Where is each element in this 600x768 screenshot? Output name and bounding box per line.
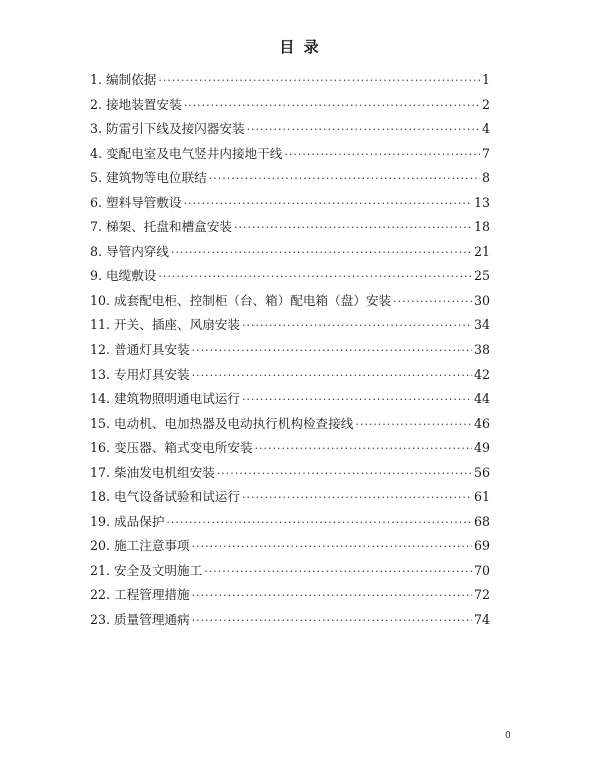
toc-entry-label: 14. 建筑物照明通电试运行 (90, 391, 240, 407)
toc-entry-page: 2 (481, 96, 490, 112)
toc-leader-dots (242, 314, 472, 339)
toc-list (90, 68, 490, 633)
toc-entry-page: 72 (473, 587, 490, 603)
toc-leader-dots (217, 462, 472, 487)
toc-entry-page: 25 (473, 268, 490, 284)
toc-leader-dots (355, 413, 472, 438)
toc-entry-page: 69 (473, 538, 490, 554)
toc-leader-dots (192, 584, 472, 609)
toc-entry-page: 49 (473, 440, 490, 456)
toc-leader-dots (242, 486, 472, 511)
toc-entry-label: 21. 安全及文明施工 (90, 562, 203, 578)
toc-entry-label: 4. 变配电室及电气竖井内接地干线 (90, 145, 283, 161)
toc-entry (90, 461, 490, 486)
toc-entry (90, 117, 490, 142)
toc-entry-label: 13. 专用灯具安装 (90, 366, 190, 382)
toc-entry-page: 38 (473, 342, 490, 358)
toc-entry (90, 93, 490, 118)
toc-entry-label: 6. 塑料导管敷设 (90, 194, 182, 210)
toc-entry-label: 19. 成品保护 (90, 513, 165, 529)
page-number: 0 (505, 731, 511, 741)
toc-entry-page: 44 (473, 391, 490, 407)
toc-leader-dots (209, 167, 480, 192)
toc-leader-dots (192, 535, 472, 560)
toc-entry-page: 7 (481, 145, 490, 161)
toc-entry (90, 338, 490, 363)
toc-entry (90, 363, 490, 388)
toc-entry-label: 2. 接地装置安装 (90, 96, 182, 112)
toc-entry (90, 485, 490, 510)
toc-entry-page: 21 (473, 243, 490, 259)
toc-entry-page: 42 (473, 366, 490, 382)
toc-leader-dots (166, 511, 472, 536)
toc-entry (90, 68, 490, 93)
toc-entry-label: 7. 梯架、托盘和槽盒安装 (90, 219, 232, 235)
toc-entry-label: 22. 工程管理措施 (90, 587, 190, 603)
toc-entry (90, 289, 490, 314)
toc-leader-dots (192, 339, 472, 364)
toc-entry-label: 11. 开关、插座、风扇安装 (90, 317, 240, 333)
toc-entry-label: 17. 柴油发电机组安装 (90, 464, 215, 480)
toc-leader-dots (192, 609, 472, 634)
toc-leader-dots (171, 241, 472, 266)
toc-leader-dots (234, 216, 472, 241)
toc-entry-page: 1 (481, 72, 490, 87)
toc-leader-dots (204, 560, 472, 585)
toc-entry (90, 166, 490, 191)
toc-entry (90, 191, 490, 216)
toc-entry (90, 559, 490, 584)
toc-leader-dots (184, 94, 480, 119)
toc-entry-page: 18 (473, 219, 490, 235)
toc-entry-page: 74 (473, 612, 490, 628)
toc-entry-page: 13 (473, 194, 490, 210)
toc-entry-page: 70 (473, 562, 490, 578)
toc-leader-dots (393, 290, 472, 315)
toc-entry (90, 510, 490, 535)
toc-leader-dots (158, 265, 472, 290)
toc-entry-page: 4 (481, 121, 490, 137)
toc-entry (90, 264, 490, 289)
toc-entry-page: 61 (473, 489, 490, 505)
toc-leader-dots (158, 69, 480, 94)
toc-entry-label: 12. 普通灯具安装 (90, 342, 190, 358)
toc-entry (90, 142, 490, 167)
toc-entry (90, 313, 490, 338)
toc-leader-dots (255, 437, 472, 462)
toc-entry-label: 9. 电缆敷设 (90, 268, 157, 284)
toc-leader-dots (284, 143, 480, 168)
toc-entry (90, 583, 490, 608)
toc-entry (90, 534, 490, 559)
toc-entry (90, 608, 490, 633)
toc-leader-dots (242, 388, 472, 413)
toc-entry-page: 46 (473, 415, 490, 431)
toc-entry (90, 387, 490, 412)
toc-entry-label: 23. 质量管理通病 (90, 612, 190, 628)
toc-title: 目 录 (279, 38, 321, 56)
toc-leader-dots (184, 192, 472, 217)
toc-leader-dots (192, 364, 472, 389)
toc-entry-label: 18. 电气设备试验和试运行 (90, 489, 240, 505)
toc-entry (90, 412, 490, 437)
toc-entry-label: 8. 导管内穿线 (90, 243, 169, 259)
toc-entry-page: 8 (481, 170, 490, 186)
toc-entry-page: 68 (473, 513, 490, 529)
toc-leader-dots (247, 118, 480, 143)
toc-entry-page: 34 (473, 317, 490, 333)
toc-entry (90, 436, 490, 461)
toc-entry (90, 215, 490, 240)
toc-entry-label: 5. 建筑物等电位联结 (90, 170, 207, 186)
toc-entry (90, 240, 490, 265)
toc-entry-page: 56 (473, 464, 490, 480)
toc-entry-label: 16. 变压器、箱式变电所安装 (90, 440, 253, 456)
toc-entry-label: 10. 成套配电柜、控制柜（台、箱）配电箱（盘）安装 (90, 292, 392, 308)
toc-entry-label: 20. 施工注意事项 (90, 538, 190, 554)
toc-entry-label: 15. 电动机、电加热器及电动执行机构检查接线 (90, 415, 354, 431)
toc-entry-label: 3. 防雷引下线及接闪器安装 (90, 121, 245, 137)
toc-entry-label: 1. 编制依据 (90, 72, 157, 87)
toc-entry-page: 30 (473, 292, 490, 308)
